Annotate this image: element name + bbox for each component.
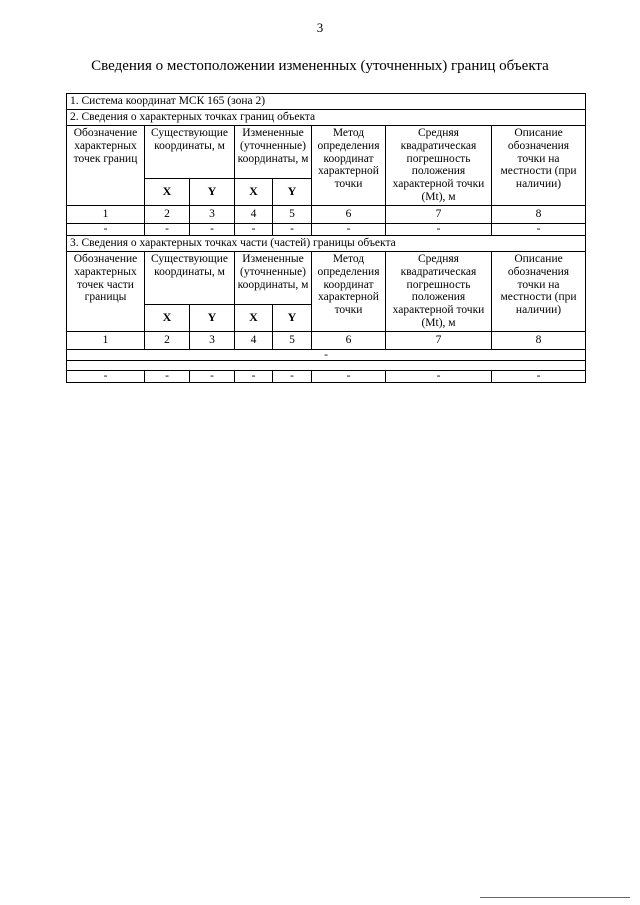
- header-y-existing: Y: [190, 304, 235, 331]
- header-y-existing: Y: [190, 178, 235, 205]
- table-cell: -: [67, 370, 145, 382]
- table-cell: -: [492, 370, 586, 382]
- table-cell: -: [190, 223, 235, 235]
- header-x-changed: X: [235, 304, 273, 331]
- section3-label: 3. Сведения о характерных точках части (частей) границы объекта: [67, 235, 586, 251]
- section2-header-row: [67, 125, 586, 178]
- table-cell: -: [386, 223, 492, 235]
- column-number: 5: [273, 332, 312, 350]
- column-number: 6: [312, 332, 386, 350]
- column-number: 7: [386, 206, 492, 224]
- header-mean-error: Средняя квадратическая погрешность положения характерной точки (Mt), м: [386, 125, 492, 205]
- empty-row-cell: [67, 360, 586, 370]
- header-existing-coords: Существующие координаты, м: [145, 125, 235, 178]
- header-designation: Обозначение характерных точек границ: [67, 125, 145, 205]
- header-x-changed: X: [235, 178, 273, 205]
- column-number: 8: [492, 332, 586, 350]
- table-cell: -: [145, 370, 190, 382]
- table-cell: -: [145, 223, 190, 235]
- table-cell: -: [312, 223, 386, 235]
- column-number: 2: [145, 206, 190, 224]
- header-description: Описание обозначения точки на местности (при наличии): [492, 251, 586, 331]
- column-number: 4: [235, 332, 273, 350]
- column-number: 6: [312, 206, 386, 224]
- column-number: 4: [235, 206, 273, 224]
- section1-label: 1. Система координат МСК 165 (зона 2): [67, 94, 586, 110]
- table-row: [67, 223, 586, 235]
- section2-label: 2. Сведения о характерных точках границ объекта: [67, 109, 586, 125]
- header-changed-coords: Измененные (уточненные) координаты, м: [235, 125, 312, 178]
- header-x-existing: X: [145, 178, 190, 205]
- table-cell: -: [235, 223, 273, 235]
- column-number: 8: [492, 206, 586, 224]
- column-number: 7: [386, 332, 492, 350]
- header-method: Метод определения координат характерной точки: [312, 251, 386, 331]
- header-method: Метод определения координат характерной точки: [312, 125, 386, 205]
- table-cell: -: [273, 223, 312, 235]
- table-row: [67, 370, 586, 382]
- part-row-cell: -: [67, 349, 586, 360]
- section3-row: [67, 235, 586, 251]
- page-number: 3: [316, 20, 324, 35]
- header-x-existing: X: [145, 304, 190, 331]
- coordinates-table: [66, 93, 586, 383]
- header-changed-coords: Измененные (уточненные) координаты, м: [235, 251, 312, 304]
- section1-row: [67, 94, 586, 110]
- column-number: 3: [190, 332, 235, 350]
- header-y-changed: Y: [273, 304, 312, 331]
- column-number: 3: [190, 206, 235, 224]
- table-cell: -: [273, 370, 312, 382]
- column-number: 5: [273, 206, 312, 224]
- footer-divider: [480, 897, 630, 898]
- header-existing-coords: Существующие координаты, м: [145, 251, 235, 304]
- section3-column-numbers: [67, 332, 586, 350]
- document-title: Сведения о местоположении измененных (уточненных) границ объекта: [91, 58, 549, 74]
- table-cell: -: [190, 370, 235, 382]
- section2-row: [67, 109, 586, 125]
- part-row: [67, 349, 586, 360]
- table-cell: -: [312, 370, 386, 382]
- table-cell: -: [492, 223, 586, 235]
- table-cell: -: [67, 223, 145, 235]
- table-cell: -: [235, 370, 273, 382]
- column-number: 2: [145, 332, 190, 350]
- column-number: 1: [67, 206, 145, 224]
- section2-column-numbers: [67, 206, 586, 224]
- section3-header-row: [67, 251, 586, 304]
- header-description: Описание обозначения точки на местности (при наличии): [492, 125, 586, 205]
- empty-row: [67, 360, 586, 370]
- table-cell: -: [386, 370, 492, 382]
- header-designation: Обозначение характерных точек части границы: [67, 251, 145, 331]
- header-mean-error: Средняя квадратическая погрешность положения характерной точки (Mt), м: [386, 251, 492, 331]
- header-y-changed: Y: [273, 178, 312, 205]
- column-number: 1: [67, 332, 145, 350]
